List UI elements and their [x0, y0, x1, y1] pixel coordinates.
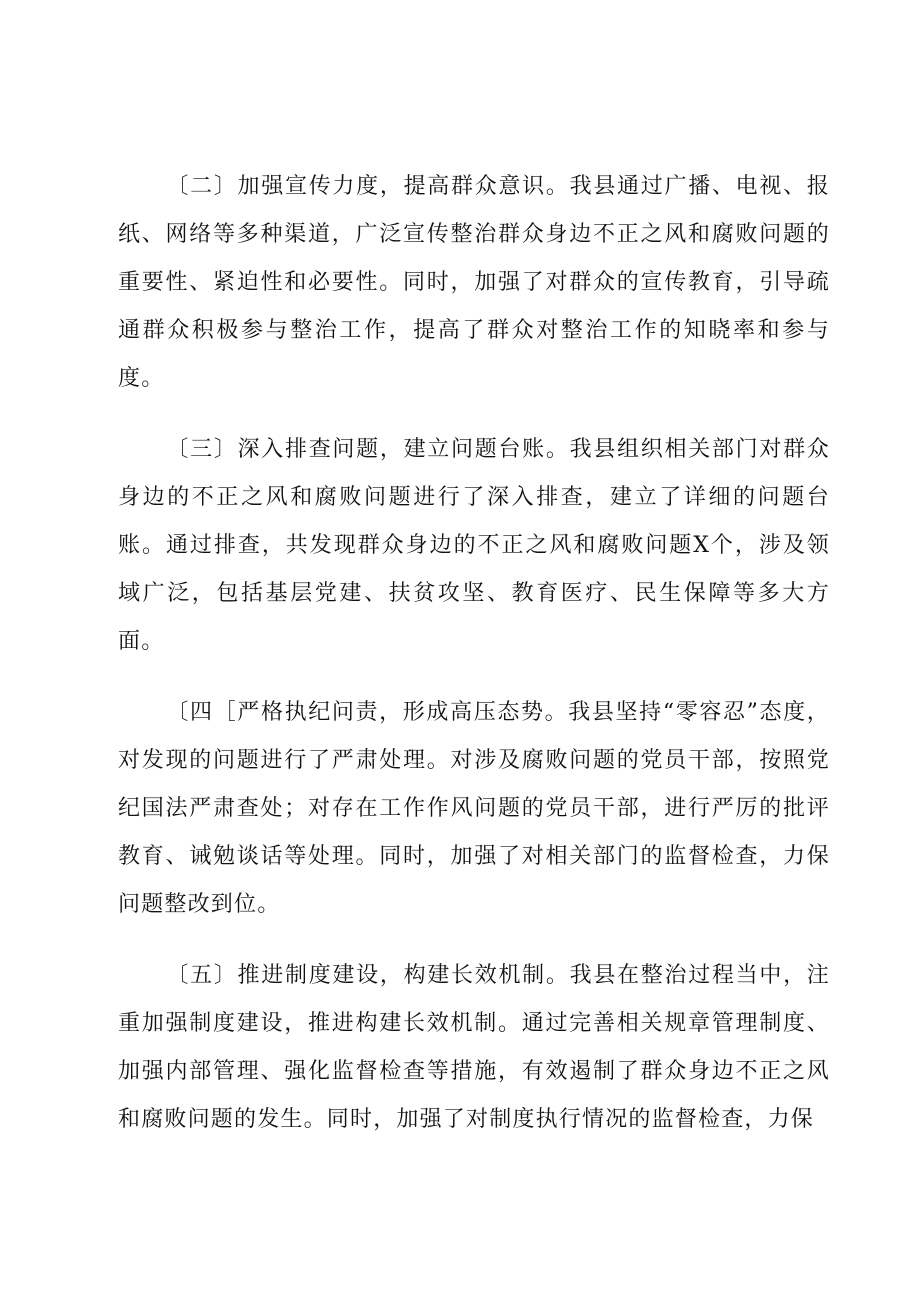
document-body — [118, 163, 830, 1144]
paragraph-accountability: 〔四［严格执纪问责，形成高压态势。我县坚持“零容忍”态度，对发现的问题进行了严肃处理。对涉及腐败问题的党员干部，按照党纪国法严肃查处；对存在工作作风问题的党员干部，进行严厉的批评教育、诫勉谈话等处理。同时，加强了对相关部门的监督检查，力保问题整改到位。 — [118, 700, 830, 917]
paragraph-publicity: 〔二〕加强宣传力度，提高群众意识。我县通过广播、电视、报纸、网络等多种渠道，广泛宣传整治群众身边不正之风和腐败问题的重要性、紧迫性和必要性。同时，加强了对群众的宣传教育，引导疏通群众积极参与整治工作，提高了群众对整治工作的知晓率和参与度。 — [118, 174, 830, 391]
paragraph-system-building: 〔五〕推进制度建设，构建长效机制。我县在整治过程当中，注重加强制度建设，推进构建长效机制。通过完善相关规章管理制度、加强内部管理、强化监督检查等措施，有效遏制了群众身边不正之风和腐败问题的发生。同时，加强了对制度执行情况的监督检查，力保 — [118, 963, 830, 1132]
paragraph-investigation: 〔三〕深入排查问题，建立问题台账。我县组织相关部门对群众身边的不正之风和腐败问题进行了深入排查，建立了详细的问题台账。通过排查，共发现群众身边的不正之风和腐败问题X个，涉及领域广泛，包括基层党建、扶贫攻坚、教育医疗、民生保障等多大方面。 — [118, 437, 830, 654]
